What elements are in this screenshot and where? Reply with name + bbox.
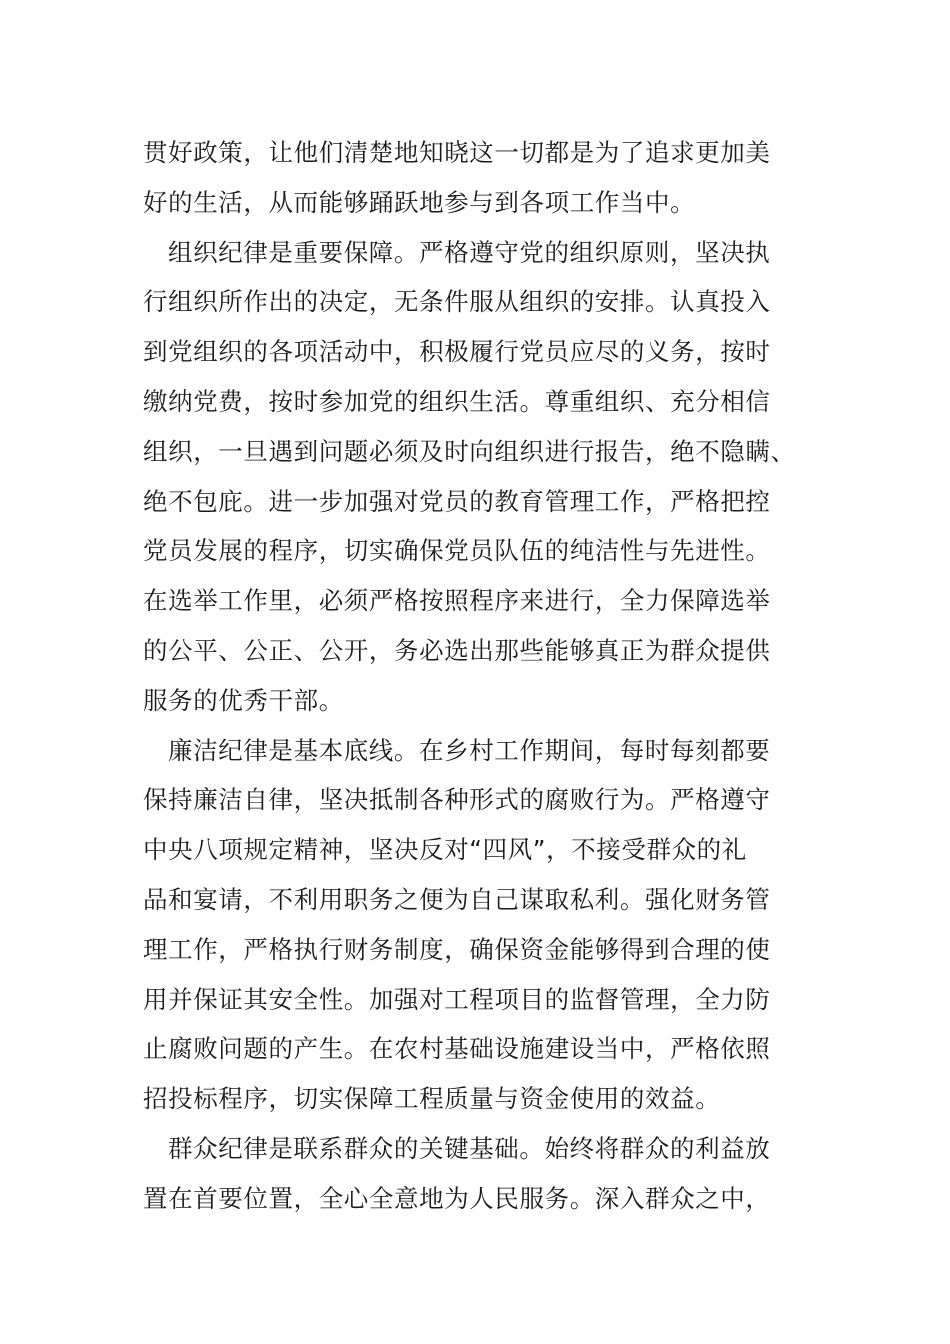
text-line: 保持廉洁自律，坚决抵制各种形式的腐败行为。严格遵守 [143, 785, 771, 815]
paragraph-start-line: 廉洁纪律是基本底线。在乡村工作期间，每时每刻都要 [168, 735, 771, 765]
text-line: 理工作，严格执行财务制度，确保资金能够得到合理的使 [143, 934, 771, 964]
text-line: 置在首要位置，全心全意地为人民服务。深入群众之中， [143, 1183, 771, 1213]
text-line: 招投标程序，切实保障工程质量与资金使用的效益。 [143, 1084, 721, 1114]
text-line: 贯好政策，让他们清楚地知晓这一切都是为了追求更加美 [143, 138, 771, 167]
text-line: 的公平、公正、公开，务必选出那些能够真正为群众提供 [143, 635, 771, 665]
text-line: 绝不包庇。进一步加强对党员的教育管理工作，严格把控 [143, 486, 771, 516]
text-line: 中央八项规定精神，坚决反对“四风”，不接受群众的礼 [143, 835, 747, 865]
text-line: 组织，一旦遇到问题必须及时向组织进行报告，绝不隐瞒、 [143, 436, 796, 466]
paragraph-start-line: 组织纪律是重要保障。严格遵守党的组织原则，坚决执 [168, 237, 771, 267]
text-line: 在选举工作里，必须严格按照程序来进行，全力保障选举 [143, 586, 771, 616]
document-body [143, 128, 803, 1224]
text-line: 服务的优秀干部。 [143, 685, 344, 715]
text-line: 止腐败问题的产生。在农村基础设施建设当中，严格依照 [143, 1034, 771, 1064]
text-line: 党员发展的程序，切实确保党员队伍的纯洁性与先进性。 [143, 536, 771, 566]
text-line: 到党组织的各项活动中，积极履行党员应尽的义务，按时 [143, 337, 771, 367]
text-line: 缴纳党费，按时参加党的组织生活。尊重组织、充分相信 [143, 386, 771, 416]
text-line: 品和宴请，不利用职务之便为自己谋取私利。强化财务管 [143, 884, 771, 914]
text-line: 用并保证其安全性。加强对工程项目的监督管理，全力防 [143, 984, 771, 1014]
text-line: 行组织所作出的决定，无条件服从组织的安排。认真投入 [143, 287, 771, 317]
paragraph-start-line: 群众纪律是联系群众的关键基础。始终将群众的利益放 [168, 1133, 771, 1163]
text-line: 好的生活，从而能够踊跃地参与到各项工作当中。 [143, 187, 696, 217]
